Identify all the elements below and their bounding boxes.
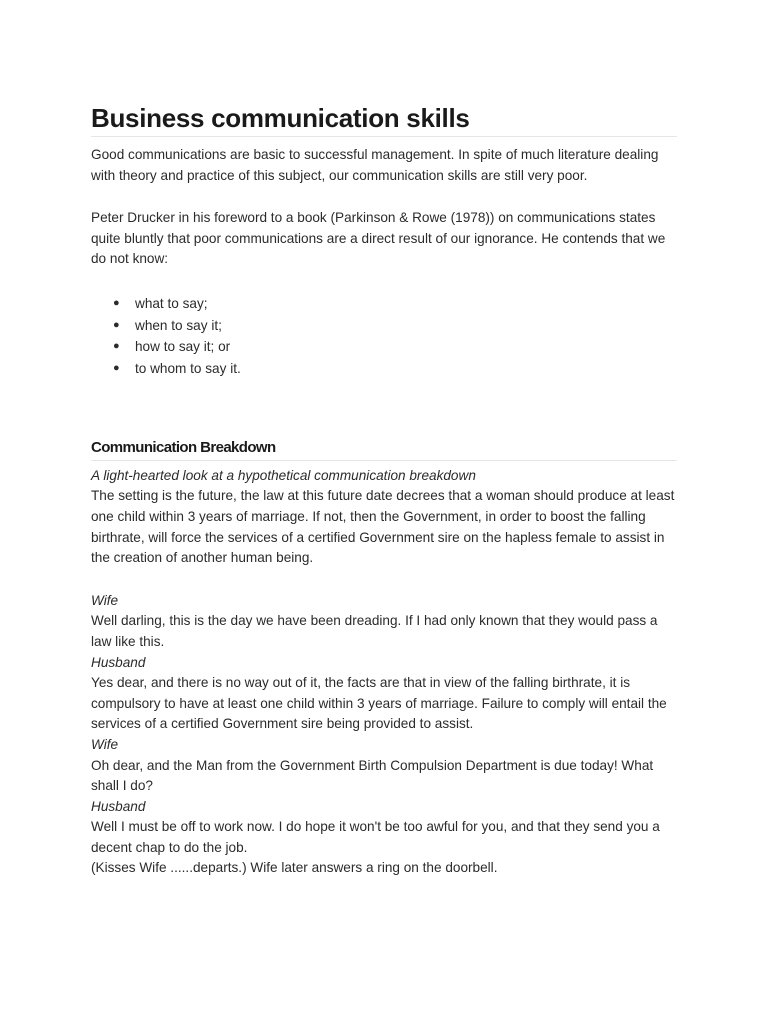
article-content: [91, 100, 677, 879]
list-item: [113, 293, 677, 315]
speaker-label: Wife: [91, 736, 119, 752]
bullet-icon: ●: [113, 318, 120, 331]
speaker-label: Husband: [91, 654, 146, 670]
intro-paragraph: Good communications are basic to successful management. In spite of much literature dealing with theory and practice of this subject, our communication skills are still very poor.: [91, 147, 659, 183]
page-title: Business communication skills: [91, 100, 677, 137]
bullet-icon: ●: [113, 362, 120, 375]
list-item-text: when to say it;: [135, 317, 222, 333]
stage-direction: (Kisses Wife ......departs.) Wife later answers a ring on the doorbell.: [91, 860, 498, 876]
section-heading: Communication Breakdown: [91, 436, 677, 461]
list-item-text: what to say;: [135, 295, 208, 311]
list-item-text: how to say it; or: [135, 339, 231, 355]
list-item: [113, 358, 677, 380]
drucker-paragraph: Peter Drucker in his foreword to a book (Parkinson & Rowe (1978)) on communications states quite bluntly that poor communications are a direct result of our ignorance. He contends that we do not know:: [91, 210, 666, 267]
list-item-text: to whom to say it.: [135, 361, 241, 377]
setting-paragraph: The setting is the future, the law at this future date decrees that a woman should produce at least one child within 3 years of marriage. If not, then the Government, in order to boost the falling birthrate, will force the services of a certified Government sire on the hapless female to assist in the creation of another human being.: [91, 488, 675, 566]
list-item: [113, 336, 677, 358]
list-item: [113, 315, 677, 337]
speaker-label: Husband: [91, 798, 146, 814]
dialogue-line: Yes dear, and there is no way out of it, the facts are that in view of the falling birthrate, it is compulsory to have at least one child within 3 years of marriage. Failure to comply will entail the services of a certified Government sire being provided to assist.: [91, 675, 667, 732]
dialogue-line: Well I must be off to work now. I do hope it won't be too awful for you, and that they send you a decent chap to do the job.: [91, 819, 660, 855]
section-subtitle: A light-hearted look at a hypothetical communication breakdown: [91, 467, 476, 483]
bullet-icon: ●: [113, 296, 120, 309]
speaker-label: Wife: [91, 592, 119, 608]
dialogue: [91, 591, 677, 879]
do-not-know-list: [91, 293, 677, 380]
dialogue-line: Well darling, this is the day we have been dreading. If I had only known that they would pass a law like this.: [91, 613, 658, 649]
dialogue-line: Oh dear, and the Man from the Government Birth Compulsion Department is due today! What shall I do?: [91, 757, 654, 794]
bullet-icon: ●: [113, 340, 120, 353]
